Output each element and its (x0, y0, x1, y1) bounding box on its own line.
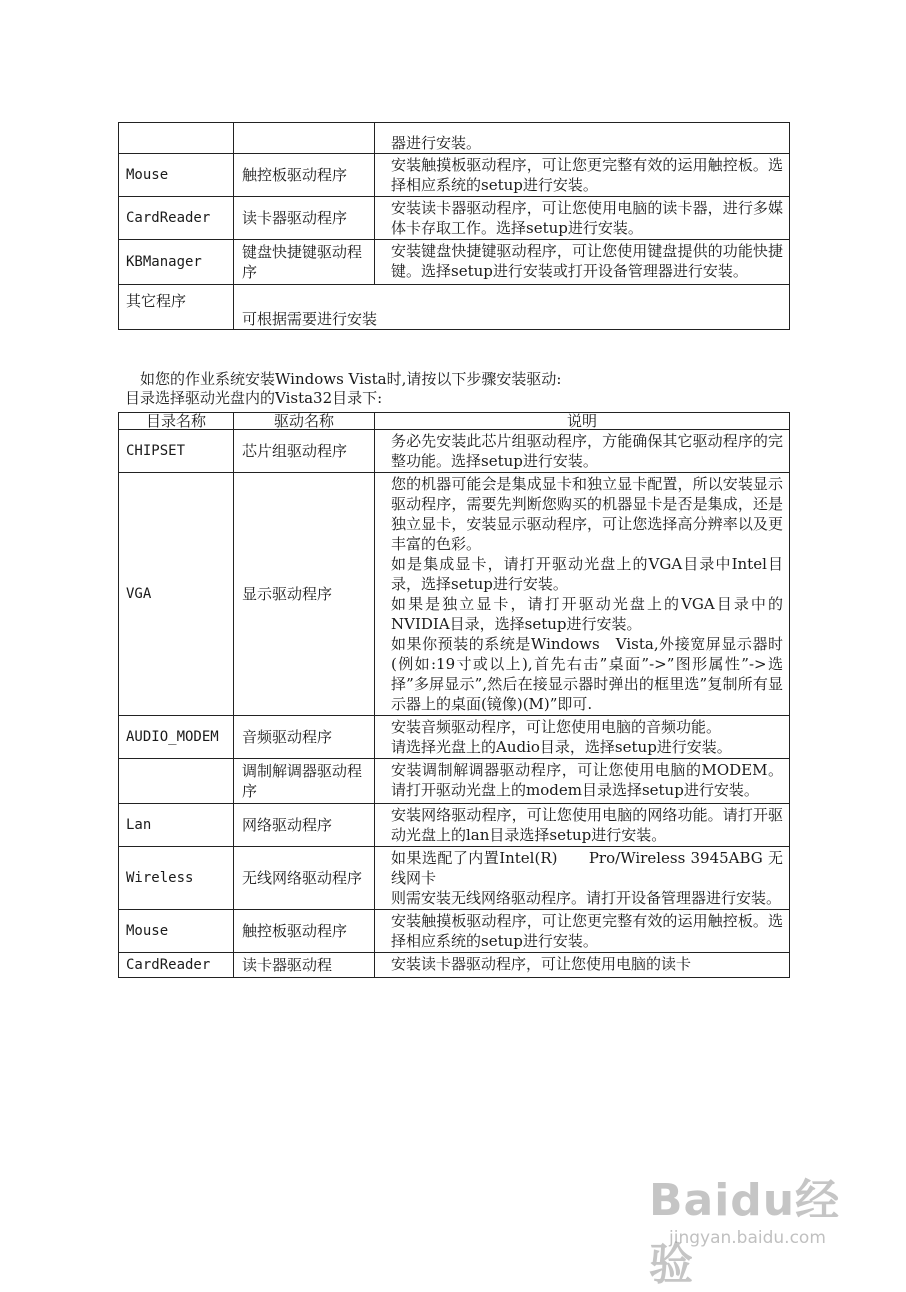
description-cell (375, 430, 790, 473)
description-paragraph: 如是集成显卡，请打开驱动光盘上的VGA目录中Intel目录，选择setup进行安装。 (391, 555, 783, 593)
driver-name-cell: 芯片组驱动程序 (234, 430, 375, 473)
table-row (119, 804, 790, 847)
description-paragraph: 器进行安装。 (391, 134, 482, 152)
description-paragraph: 如果是独立显卡，请打开驱动光盘上的VGA目录中的NVIDIA目录，选择setup进行安装。 (391, 595, 783, 633)
dir-name-cell: VGA (119, 473, 234, 716)
description-cell (375, 123, 790, 154)
vista-driver-table (118, 412, 790, 978)
description-cell (375, 804, 790, 847)
driver-table-continued (118, 122, 790, 330)
table-row (119, 473, 790, 716)
dir-name-cell (119, 759, 234, 804)
table-row (119, 847, 790, 910)
description-paragraph: 务必先安装此芯片组驱动程序，方能确保其它驱动程序的完整功能。选择setup进行安装。 (391, 432, 783, 470)
description-paragraph: 安装读卡器驱动程序，可让您使用电脑的读卡器，进行多媒体卡存取工作。选择setup进行安装。 (391, 199, 783, 237)
description-paragraph: 安装键盘快捷键驱动程序，可让您使用键盘提供的功能快捷键。选择setup进行安装或打开设备管理器进行安装。 (391, 242, 783, 280)
description-cell (375, 240, 790, 285)
description-cell (375, 716, 790, 759)
driver-name-cell: 触控板驱动程序 (234, 154, 375, 197)
driver-name-cell: 调制解调器驱动程序 (234, 759, 375, 804)
other-description-cell: 可根据需要进行安装 (234, 285, 790, 330)
dir-name-cell: KBManager (119, 240, 234, 285)
dir-name-cell: CardReader (119, 953, 234, 978)
table-row-other (119, 285, 790, 330)
description-paragraph: 如果选配了内置Intel(R) Pro/Wireless 3945ABG 无线网卡 (391, 849, 783, 887)
description-paragraph: 安装网络驱动程序，可让您使用电脑的网络功能。请打开驱动光盘上的lan目录选择setup进行安装。 (391, 806, 783, 844)
driver-name-cell: 触控板驱动程序 (234, 910, 375, 953)
description-paragraph: 如果你预装的系统是Windows Vista,外接宽屏显示器时(例如:19寸或以上),首先右击”桌面”->”图形属性”->选择”多屏显示”,然后在接显示器时弹出的框里选”复制所有显示器上的桌面(镜像)(M)”即可. (391, 635, 783, 713)
table-row (119, 240, 790, 285)
table-row (119, 716, 790, 759)
dir-name-cell: CardReader (119, 197, 234, 240)
driver-name-cell: 读卡器驱动程序 (234, 197, 375, 240)
description-paragraph: 安装触摸板驱动程序，可让您更完整有效的运用触控板。选择相应系统的setup进行安装。 (391, 912, 783, 950)
table-row (119, 154, 790, 197)
dir-name-cell: Mouse (119, 154, 234, 197)
header-description: 说明 (375, 413, 790, 430)
description-paragraph: 则需安装无线网络驱动程序。请打开设备管理器进行安装。 (391, 889, 782, 907)
vista-intro-line: 如您的作业系统安装Windows Vista时,请按以下步骤安装驱动: (140, 370, 562, 388)
driver-name-cell: 无线网络驱动程序 (234, 847, 375, 910)
table-row (119, 197, 790, 240)
dir-name-cell: Mouse (119, 910, 234, 953)
header-dir-name: 目录名称 (119, 413, 234, 430)
driver-name-cell: 网络驱动程序 (234, 804, 375, 847)
driver-name-cell (234, 123, 375, 154)
header-driver-name: 驱动名称 (234, 413, 375, 430)
description-cell (375, 953, 790, 978)
dir-name-cell: 其它程序 (119, 285, 234, 330)
watermark-url: jingyan.baidu.com (669, 1228, 826, 1248)
dir-name-cell: CHIPSET (119, 430, 234, 473)
description-cell (375, 197, 790, 240)
driver-name-cell: 音频驱动程序 (234, 716, 375, 759)
description-cell (375, 910, 790, 953)
description-paragraph: 安装音频驱动程序，可让您使用电脑的音频功能。 (391, 718, 722, 736)
dir-name-cell (119, 123, 234, 154)
description-paragraph: 安装调制解调器驱动程序，可让您使用电脑的MODEM。请打开驱动光盘上的modem目录选择setup进行安装。 (391, 761, 783, 799)
description-cell (375, 847, 790, 910)
dir-name-cell: Lan (119, 804, 234, 847)
driver-name-cell: 显示驱动程序 (234, 473, 375, 716)
table-row (119, 123, 790, 154)
table-row (119, 953, 790, 978)
table-header-row (119, 413, 790, 430)
vista-directory-line: 目录选择驱动光盘内的Vista32目录下: (125, 389, 383, 407)
watermark-brand: Baidu经验 (649, 1175, 841, 1290)
description-paragraph: 安装读卡器驱动程序，可让您使用电脑的读卡 (391, 955, 692, 973)
table-row (119, 910, 790, 953)
description-paragraph: 安装触摸板驱动程序，可让您更完整有效的运用触控板。选择相应系统的setup进行安装。 (391, 156, 783, 194)
driver-name-cell: 读卡器驱动程 (234, 953, 375, 978)
table-row (119, 759, 790, 804)
description-paragraph: 您的机器可能会是集成显卡和独立显卡配置，所以安装显示驱动程序，需要先判断您购买的机器显卡是否是集成，还是独立显卡，安装显示驱动程序，可让您选择高分辨率以及更丰富的色彩。 (391, 475, 783, 553)
dir-name-cell: AUDIO_MODEM (119, 716, 234, 759)
driver-name-cell: 键盘快捷键驱动程序 (234, 240, 375, 285)
table-row (119, 430, 790, 473)
baidu-watermark (641, 1146, 851, 1290)
description-cell (375, 154, 790, 197)
description-cell (375, 473, 790, 716)
description-cell (375, 759, 790, 804)
dir-name-cell: Wireless (119, 847, 234, 910)
description-paragraph: 请选择光盘上的Audio目录，选择setup进行安装。 (391, 738, 732, 756)
